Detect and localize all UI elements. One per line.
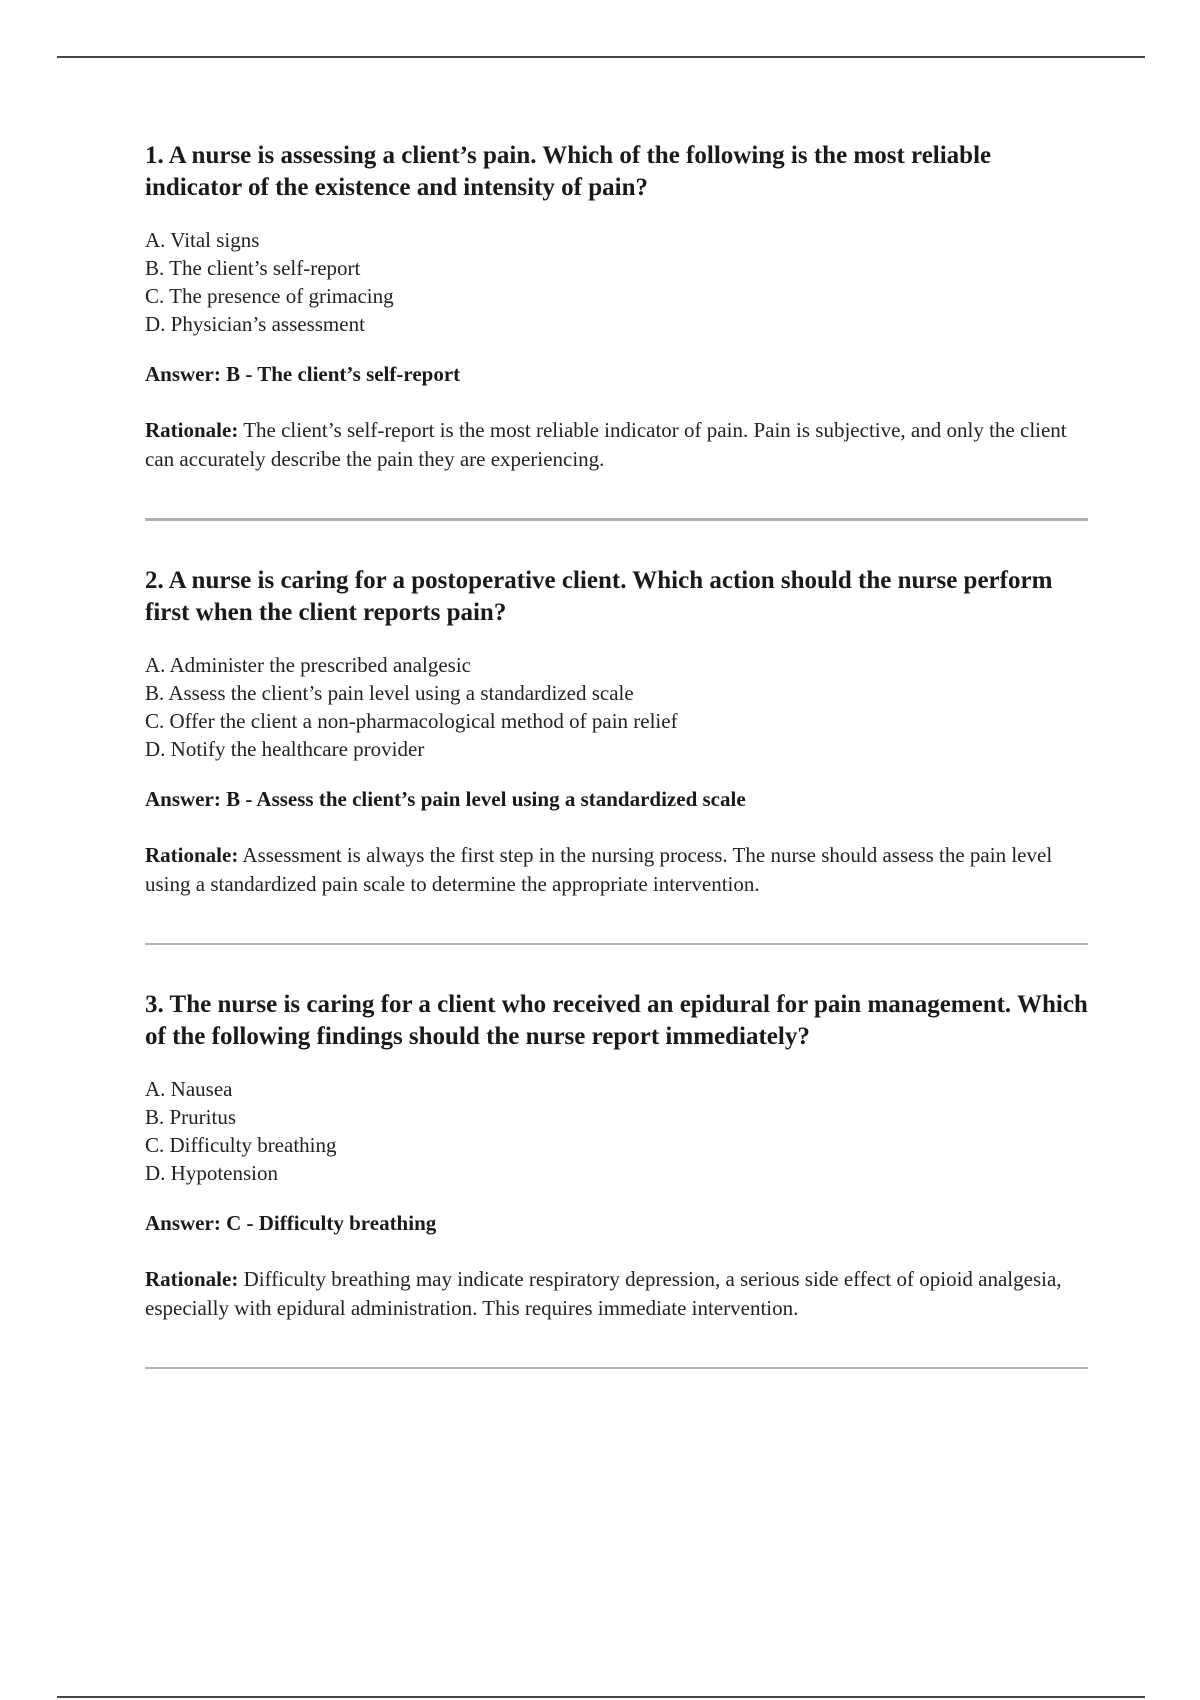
question-1-title: 1. A nurse is assessing a client’s pain. Which of the following is the most reliable indicator of the existence and intensity of pain?	[145, 142, 992, 201]
question-3-answer: Answer: C - Difficulty breathing	[145, 1211, 437, 1235]
question-2	[145, 565, 1090, 899]
question-1-rationale-text: The client’s self-report is the most reliable indicator of pain. Pain is subjective, and only the client can accurately describe the pain they are experiencing.	[145, 418, 1067, 471]
question-1-option-a: A. Vital signs	[145, 228, 260, 252]
question-3-rationale-label: Rationale:	[145, 1267, 239, 1291]
question-divider-1	[145, 518, 1088, 521]
question-2-rationale-text: Assessment is always the first step in the nursing process. The nurse should assess the pain level using a standardized pain scale to determine the appropriate intervention.	[145, 843, 1053, 896]
question-3-options	[145, 1075, 1090, 1187]
question-1-answer: Answer: B - The client’s self-report	[145, 362, 461, 386]
document-content	[145, 140, 1090, 1413]
question-3	[145, 989, 1090, 1323]
question-2-rationale-label: Rationale:	[145, 843, 239, 867]
question-1-rationale-label: Rationale:	[145, 418, 239, 442]
question-1-option-d: D. Physician’s assessment	[145, 312, 365, 336]
page-bottom-rule	[57, 1696, 1145, 1698]
question-2-answer: Answer: B - Assess the client’s pain level using a standardized scale	[145, 787, 746, 811]
question-3-option-d: D. Hypotension	[145, 1161, 278, 1185]
question-2-title: 2. A nurse is caring for a postoperative client. Which action should the nurse perform first when the client reports pain?	[145, 567, 1053, 626]
question-3-title: 3. The nurse is caring for a client who received an epidural for pain management. Which of the following findings should the nurse report immediately?	[145, 991, 1088, 1050]
question-3-rationale-text: Difficulty breathing may indicate respiratory depression, a serious side effect of opioid analgesia, especially with epidural administration. This requires immediate intervention.	[145, 1267, 1062, 1320]
question-1-option-c: C. The presence of grimacing	[145, 284, 394, 308]
question-3-option-c: C. Difficulty breathing	[145, 1133, 337, 1157]
question-divider-3	[145, 1367, 1088, 1369]
question-1-options	[145, 226, 1090, 338]
question-3-option-b: B. Pruritus	[145, 1105, 237, 1129]
question-2-option-b: B. Assess the client’s pain level using a standardized scale	[145, 681, 634, 705]
question-divider-2	[145, 943, 1088, 945]
question-3-rationale	[145, 1265, 1090, 1323]
question-2-option-d: D. Notify the healthcare provider	[145, 737, 425, 761]
question-1	[145, 140, 1090, 474]
question-1-option-b: B. The client’s self-report	[145, 256, 361, 280]
question-1-rationale	[145, 416, 1090, 474]
question-3-option-a: A. Nausea	[145, 1077, 233, 1101]
question-2-option-c: C. Offer the client a non-pharmacological method of pain relief	[145, 709, 678, 733]
question-2-option-a: A. Administer the prescribed analgesic	[145, 653, 471, 677]
question-2-rationale	[145, 841, 1090, 899]
page-top-rule	[57, 56, 1145, 58]
question-2-options	[145, 651, 1090, 763]
